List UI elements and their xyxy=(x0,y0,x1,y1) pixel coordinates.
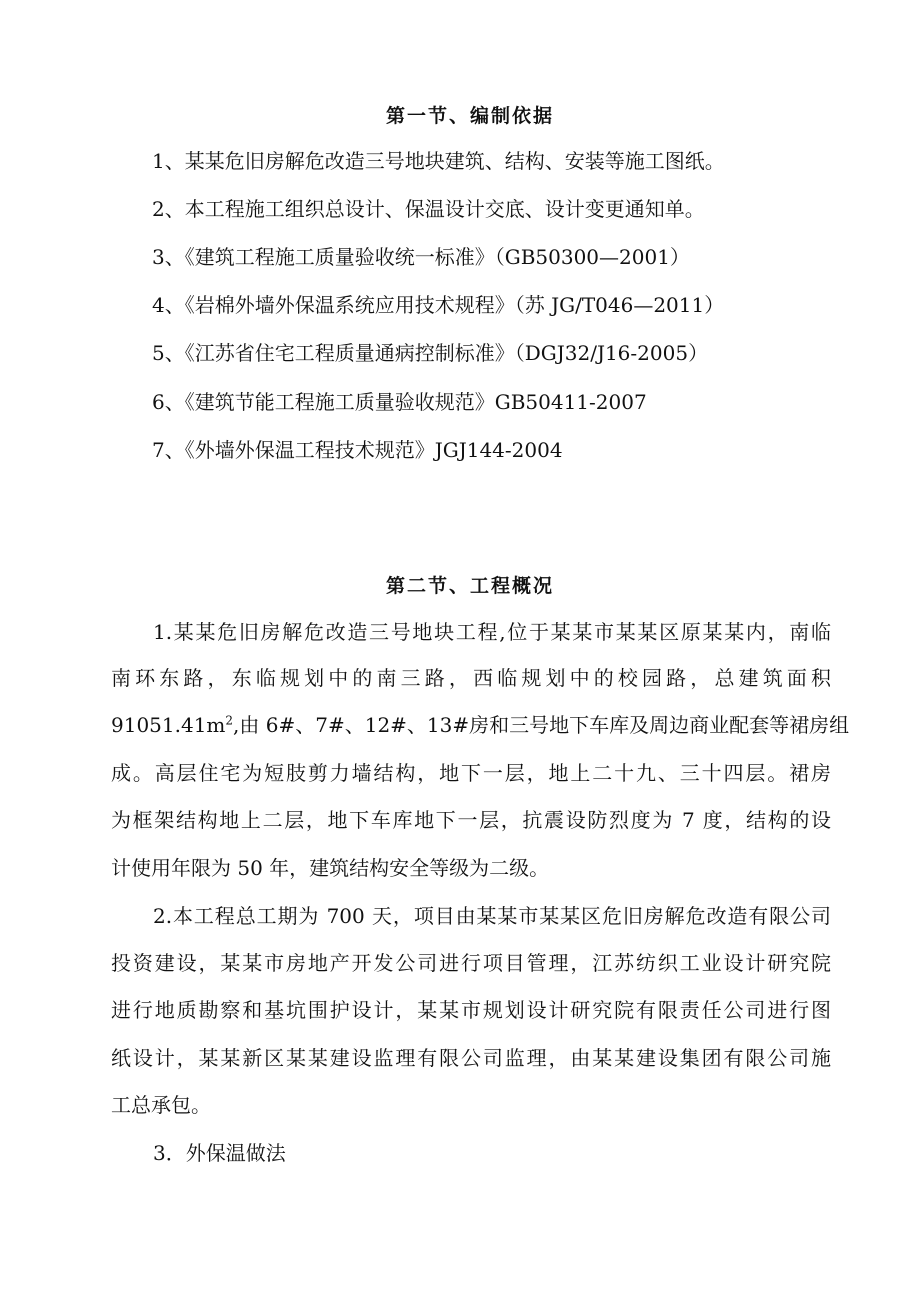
total-area-value: 91051.41m xyxy=(111,713,226,737)
overview-para2-line3: 进行地质勘察和基坑围护设计，某某市规划设计研究院有限责任公司进行图 xyxy=(111,998,831,1022)
overview-para2-line1: 2.本工程总工期为 700 天，项目由某某市某某区危旧房解危改造有限公司 xyxy=(153,904,831,928)
basis-item-4: 4、《岩棉外墙外保温系统应用技术规程》（苏 JG/T046—2011） xyxy=(152,293,725,317)
overview-para2-line5: 工总承包。 xyxy=(111,1093,211,1117)
overview-para1-line1: 1.某某危旧房解危改造三号地块工程,位于某某市某某区原某某内，南临 xyxy=(153,620,831,644)
basis-item-6: 6、《建筑节能工程施工质量验收规范》GB50411-2007 xyxy=(152,390,647,414)
overview-para1-line2: 南环东路，东临规划中的南三路，西临规划中的校园路，总建筑面积 xyxy=(111,666,831,690)
section1-title: 第一节、编制依据 xyxy=(385,105,554,127)
section2-title: 第二节、工程概况 xyxy=(385,575,554,597)
area-unit-superscript: 2 xyxy=(225,713,234,728)
overview-para1-line3 xyxy=(111,713,850,737)
overview-para1-line4: 成。高层住宅为短肢剪力墙结构，地下一层，地上二十九、三十四层。裙房 xyxy=(111,761,831,785)
buildings-text: ,由 6#、7#、12#、13#房和三号地下车库及周边商业配套等裙房组 xyxy=(233,713,850,737)
basis-item-7: 7、《外墙外保温工程技术规范》JGJ144-2004 xyxy=(152,438,563,462)
basis-item-5: 5、《江苏省住宅工程质量通病控制标准》（DGJ32/J16-2005） xyxy=(152,341,709,365)
basis-item-1: 1、某某危旧房解危改造三号地块建筑、结构、安装等施工图纸。 xyxy=(152,149,725,173)
basis-item-2: 2、本工程施工组织总设计、保温设计交底、设计变更通知单。 xyxy=(152,197,705,221)
overview-para2-line2: 投资建设，某某市房地产开发公司进行项目管理，江苏纺织工业设计研究院 xyxy=(111,951,831,975)
overview-para1-line6: 计使用年限为 50 年，建筑结构安全等级为二级。 xyxy=(111,856,550,880)
overview-para2-line4: 纸设计，某某新区某某建设监理有限公司监理，由某某建设集团有限公司施 xyxy=(111,1046,831,1070)
insulation-method-heading: 3．外保温做法 xyxy=(153,1141,286,1165)
overview-para1-line5: 为框架结构地上二层，地下车库地下一层，抗震设防烈度为 7 度，结构的设 xyxy=(111,808,831,832)
basis-item-3: 3、《建筑工程施工质量验收统一标准》（GB50300—2001） xyxy=(152,245,690,269)
